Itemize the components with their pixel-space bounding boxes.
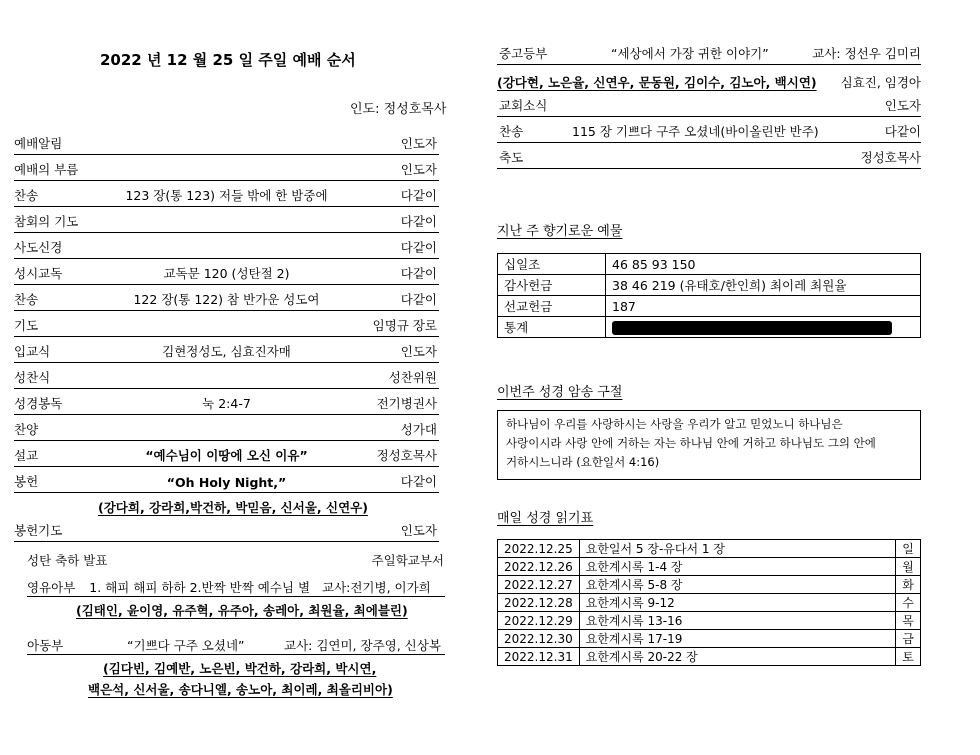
reading-date: 2022.12.30 bbox=[498, 630, 580, 648]
order-item: 예배알림 bbox=[14, 136, 63, 151]
offering-value: 38 46 219 (유태호/한인희) 최이레 최원율 bbox=[606, 275, 921, 296]
redaction-bar bbox=[612, 321, 892, 335]
order-row bbox=[14, 264, 439, 285]
reading-table bbox=[497, 539, 921, 666]
infant-row bbox=[27, 578, 445, 597]
offering-name: 통계 bbox=[498, 317, 606, 338]
order-item: 사도신경 bbox=[14, 240, 63, 255]
infant-teacher: 교사:전기병, 이가희 bbox=[322, 580, 431, 595]
order-person: 성찬위원 bbox=[388, 370, 437, 385]
table-row bbox=[498, 594, 921, 612]
reading-date: 2022.12.29 bbox=[498, 612, 580, 630]
offering-name: 선교헌금 bbox=[498, 296, 606, 317]
verse-line: 거하시느니라 (요한일서 4:16) bbox=[506, 455, 660, 469]
after-content: 115 장 기쁘다 구주 오셨네(바이올린반 반주) bbox=[572, 124, 819, 139]
children-row bbox=[27, 636, 445, 655]
offering-value: 46 85 93 150 bbox=[606, 254, 921, 275]
reading-date: 2022.12.27 bbox=[498, 576, 580, 594]
table-row bbox=[498, 648, 921, 666]
order-person: 다같이 bbox=[400, 188, 437, 203]
youth-teacher: 교사: 정선우 김미리 bbox=[812, 46, 921, 61]
table-row bbox=[498, 275, 921, 296]
after-item: 교회소식 bbox=[499, 98, 548, 113]
order-item: 참회의 기도 bbox=[14, 214, 79, 229]
offering-name: 감사헌금 bbox=[498, 275, 606, 296]
order-person: 인도자 bbox=[400, 523, 437, 538]
after-row bbox=[497, 148, 921, 169]
order-row bbox=[14, 290, 439, 311]
table-row bbox=[498, 540, 921, 558]
order-row bbox=[14, 521, 439, 542]
order-person: 임명규 장로 bbox=[372, 318, 437, 333]
children-teacher: 교사: 김연미, 장주영, 신상복 bbox=[284, 638, 441, 653]
order-person: 정성호목사 bbox=[376, 448, 437, 463]
sermon-title: “예수님이 이땅에 오신 이유” bbox=[145, 448, 308, 463]
order-person: 다같이 bbox=[400, 266, 437, 281]
reading-passage: 요한일서 5 장-유다서 1 장 bbox=[579, 540, 895, 558]
order-row bbox=[14, 368, 439, 389]
order-content: 교독문 120 (성탄절 2) bbox=[163, 266, 290, 281]
offering-value-redacted bbox=[606, 317, 921, 338]
order-content: 눅 2:4-7 bbox=[202, 396, 251, 411]
worship-leader: 인도: 정성호목사 bbox=[350, 102, 447, 117]
offerings-title: 지난 주 향기로운 예물 bbox=[497, 224, 623, 239]
reading-day: 수 bbox=[896, 594, 921, 612]
children-song: “기쁘다 구주 오셨네” bbox=[127, 638, 245, 653]
order-person: 인도자 bbox=[400, 162, 437, 177]
order-item: 찬송 bbox=[14, 292, 39, 307]
order-item: 봉헌 bbox=[14, 474, 39, 489]
order-content: 122 장(통 122) 참 반가운 성도여 bbox=[133, 292, 320, 307]
order-row bbox=[14, 316, 439, 337]
after-row bbox=[497, 122, 921, 143]
reading-date: 2022.12.25 bbox=[498, 540, 580, 558]
table-row bbox=[498, 296, 921, 317]
order-item: 입교식 bbox=[14, 344, 51, 359]
order-row bbox=[14, 238, 439, 259]
reading-date: 2022.12.26 bbox=[498, 558, 580, 576]
youth-extra: 심효진, 임경아 bbox=[840, 75, 921, 90]
infant-label: 영유아부 bbox=[27, 580, 76, 595]
order-item: 기도 bbox=[14, 318, 39, 333]
table-row bbox=[498, 254, 921, 275]
order-person: 인도자 bbox=[400, 344, 437, 359]
order-row bbox=[14, 160, 439, 181]
order-row bbox=[14, 342, 439, 363]
order-row bbox=[14, 134, 439, 155]
reading-day: 화 bbox=[896, 576, 921, 594]
after-person: 인도자 bbox=[884, 98, 921, 113]
reading-date: 2022.12.28 bbox=[498, 594, 580, 612]
page-title: 2022 년 12 월 25 일 주일 예배 순서 bbox=[100, 51, 356, 69]
order-person: 다같이 bbox=[400, 214, 437, 229]
reading-passage: 요한계시록 1-4 장 bbox=[579, 558, 895, 576]
order-person: 다같이 bbox=[400, 292, 437, 307]
order-row bbox=[14, 186, 439, 207]
order-row bbox=[14, 446, 439, 467]
infant-songs: 1. 해피 해피 하하 2.반짝 반짝 예수님 별 bbox=[89, 580, 311, 595]
table-row bbox=[498, 576, 921, 594]
offering-value: 187 bbox=[606, 296, 921, 317]
order-content: 김현정성도, 심효진자매 bbox=[162, 344, 291, 359]
christmas-label: 성탄 축하 발표 bbox=[27, 553, 108, 568]
youth-song: “세상에서 가장 귀한 이야기” bbox=[611, 46, 769, 61]
order-item: 봉헌기도 bbox=[14, 523, 63, 538]
offering-song: “Oh Holy Night,” bbox=[166, 475, 287, 490]
verse-line: 하나님이 우리를 사랑하시는 사랑을 우리가 알고 믿었노니 하나님은 bbox=[506, 417, 843, 431]
children-label: 아동부 bbox=[27, 638, 64, 653]
order-row bbox=[14, 420, 439, 441]
table-row bbox=[498, 630, 921, 648]
reading-day: 월 bbox=[896, 558, 921, 576]
reading-day: 목 bbox=[896, 612, 921, 630]
order-item: 성경봉독 bbox=[14, 396, 63, 411]
reading-passage: 요한계시록 17-19 bbox=[579, 630, 895, 648]
reading-passage: 요한계시록 5-8 장 bbox=[579, 576, 895, 594]
order-item: 성찬식 bbox=[14, 370, 51, 385]
reading-date: 2022.12.31 bbox=[498, 648, 580, 666]
youth-label: 중고등부 bbox=[499, 46, 548, 61]
offering-people: (강다희, 강라희,박건하, 박믿음, 신서울, 신연우) bbox=[98, 500, 368, 515]
order-row bbox=[14, 394, 439, 415]
verse-box bbox=[497, 410, 921, 480]
verse-line: 사랑이시라 사랑 안에 거하는 자는 하나님 안에 거하고 하나님도 그의 안에 bbox=[506, 436, 876, 450]
reading-passage: 요한계시록 20-22 장 bbox=[579, 648, 895, 666]
youth-members: (강다현, 노은율, 신연우, 문동원, 김이수, 김노아, 백시연) bbox=[497, 75, 817, 90]
table-row bbox=[498, 317, 921, 338]
order-item: 예배의 부름 bbox=[14, 162, 79, 177]
after-person: 다같이 bbox=[884, 124, 921, 139]
after-row bbox=[497, 96, 921, 117]
order-item: 성시교독 bbox=[14, 266, 63, 281]
order-item: 설교 bbox=[14, 448, 39, 463]
reading-day: 금 bbox=[896, 630, 921, 648]
offering-name: 십일조 bbox=[498, 254, 606, 275]
reading-day: 토 bbox=[896, 648, 921, 666]
table-row bbox=[498, 612, 921, 630]
reading-passage: 요한계시록 9-12 bbox=[579, 594, 895, 612]
order-person: 인도자 bbox=[400, 136, 437, 151]
offerings-table bbox=[497, 253, 921, 338]
reading-day: 일 bbox=[896, 540, 921, 558]
children-members-2: 백은석, 신서울, 송다니엘, 송노아, 최이레, 최올리비아) bbox=[88, 682, 393, 697]
christmas-person: 주일학교부서 bbox=[371, 553, 444, 568]
order-person: 다같이 bbox=[400, 474, 437, 489]
order-row bbox=[14, 212, 439, 233]
reading-title: 매일 성경 읽기표 bbox=[497, 511, 594, 526]
after-item: 축도 bbox=[499, 150, 524, 165]
order-item: 찬송 bbox=[14, 188, 39, 203]
order-row bbox=[14, 472, 439, 493]
youth-row bbox=[497, 44, 921, 65]
reading-passage: 요한계시록 13-16 bbox=[579, 612, 895, 630]
after-person: 정성호목사 bbox=[860, 150, 921, 165]
order-person: 다같이 bbox=[400, 240, 437, 255]
youth-members-row bbox=[497, 73, 921, 91]
order-person: 성가대 bbox=[400, 422, 437, 437]
order-item: 찬양 bbox=[14, 422, 39, 437]
after-item: 찬송 bbox=[499, 124, 524, 139]
order-content: 123 장(통 123) 저들 밖에 한 밤중에 bbox=[125, 188, 328, 203]
children-members-1: (김다빈, 김예반, 노은빈, 박건하, 강라희, 박시연, bbox=[103, 661, 377, 676]
verse-title: 이번주 성경 암송 구절 bbox=[497, 385, 623, 400]
table-row bbox=[498, 558, 921, 576]
infant-members: (김태인, 윤이영, 유주혁, 유주아, 송레아, 최원율, 최에블린) bbox=[76, 603, 408, 618]
order-person: 전기병권사 bbox=[376, 396, 437, 411]
